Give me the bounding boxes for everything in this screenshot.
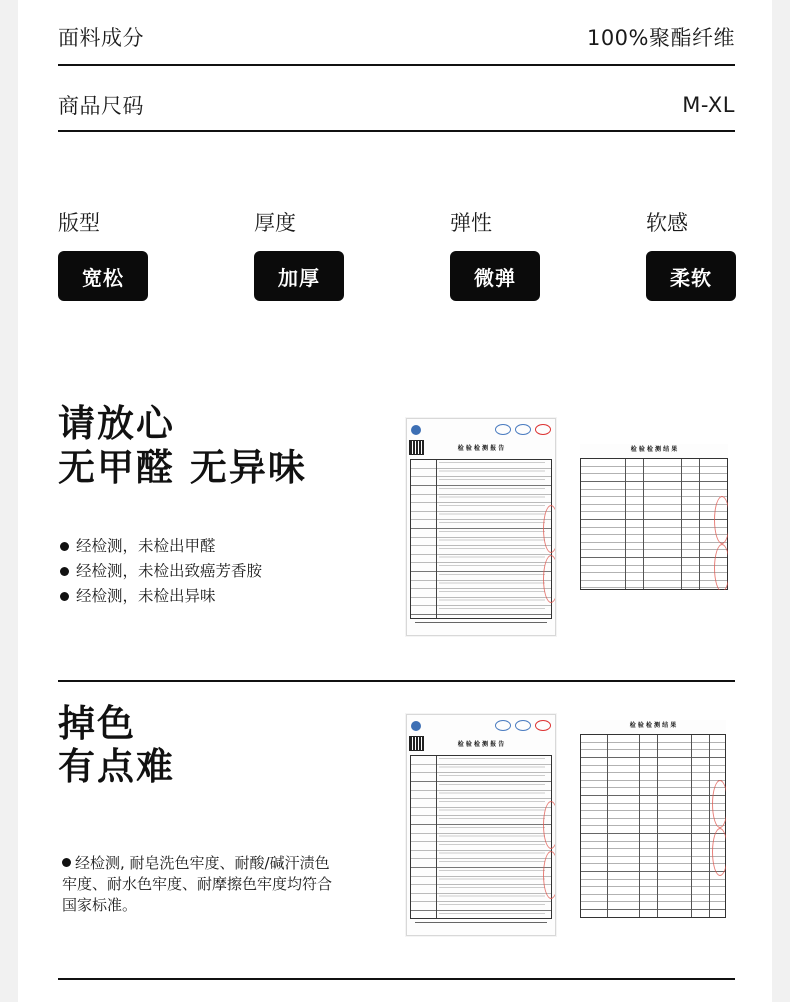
list-item: 经检测，未检出异味 [60, 584, 262, 609]
divider [58, 978, 735, 980]
spec-row-size [58, 90, 735, 120]
colorfast-title-line2: 有点难 [58, 745, 175, 788]
signature-area [415, 922, 547, 931]
divider [58, 130, 735, 132]
attribute-label-softness: 软感 [646, 211, 688, 235]
product-detail-page [18, 0, 772, 1002]
seal-stamp-icon [714, 544, 728, 590]
seal-stamp-icon [543, 505, 556, 553]
attribute-label-fit: 版型 [58, 211, 100, 235]
test-results-image [580, 720, 726, 918]
seal-stamp-icon [712, 780, 726, 828]
report-title: 检 验 检 测 报 告 [457, 445, 505, 452]
list-item: 经检测，未检出甲醛 [60, 534, 262, 559]
report-title: 检 验 检 测 报 告 [457, 741, 505, 748]
test-report-image [406, 714, 556, 936]
spec-label: 商品尺码 [58, 94, 144, 118]
test-report-image [406, 418, 556, 636]
spec-value: M-XL [682, 93, 735, 117]
report-table [410, 459, 552, 619]
colorfast-title-line1: 掉色 [58, 702, 136, 745]
bullet-icon [62, 858, 71, 867]
report-header [411, 719, 551, 739]
report-table [410, 755, 552, 919]
attribute-value-elasticity: 微弹 [450, 251, 540, 301]
results-title: 检 验 检 测 结 果 [629, 722, 677, 729]
institute-logo-icon [411, 721, 421, 731]
bullet-icon [60, 592, 69, 601]
seal-stamp-icon [712, 828, 726, 876]
seal-stamp-icon [543, 555, 556, 603]
attribute-value-thickness: 加厚 [254, 251, 344, 301]
safety-bullets [60, 534, 262, 609]
divider [58, 64, 735, 66]
spec-label: 面料成分 [58, 26, 144, 50]
seal-stamp-icon [543, 851, 556, 899]
test-results-image [580, 444, 728, 590]
safety-title-line2: 无甲醛 无异味 [58, 446, 307, 489]
safety-title-line1: 请放心 [58, 402, 175, 445]
institute-logo-icon [411, 425, 421, 435]
results-title: 检 验 检 测 结 果 [630, 446, 678, 453]
list-item: 经检测，未检出致癌芳香胺 [60, 559, 262, 584]
spec-row-material [58, 22, 735, 52]
attribute-label-thickness: 厚度 [254, 211, 296, 235]
results-table [580, 458, 728, 590]
signature-area [415, 622, 547, 631]
seal-stamp-icon [714, 496, 728, 544]
bullet-icon [60, 567, 69, 576]
seal-stamp-icon [543, 801, 556, 849]
attribute-value-fit: 宽松 [58, 251, 148, 301]
bullet-icon [60, 542, 69, 551]
colorfast-paragraph: 经检测, 耐皂洗色牢度、耐酸/碱汗渍色牢度、耐水色牢度、耐摩擦色牢度均符合国家标准。 [62, 854, 333, 914]
attribute-value-softness: 柔软 [646, 251, 736, 301]
results-table [580, 734, 726, 918]
certification-marks-icon [495, 424, 551, 435]
report-header [411, 423, 551, 443]
attribute-label-elasticity: 弹性 [450, 211, 492, 235]
divider [58, 680, 735, 682]
spec-value: 100%聚酯纤维 [586, 26, 735, 50]
certification-marks-icon [495, 720, 551, 731]
